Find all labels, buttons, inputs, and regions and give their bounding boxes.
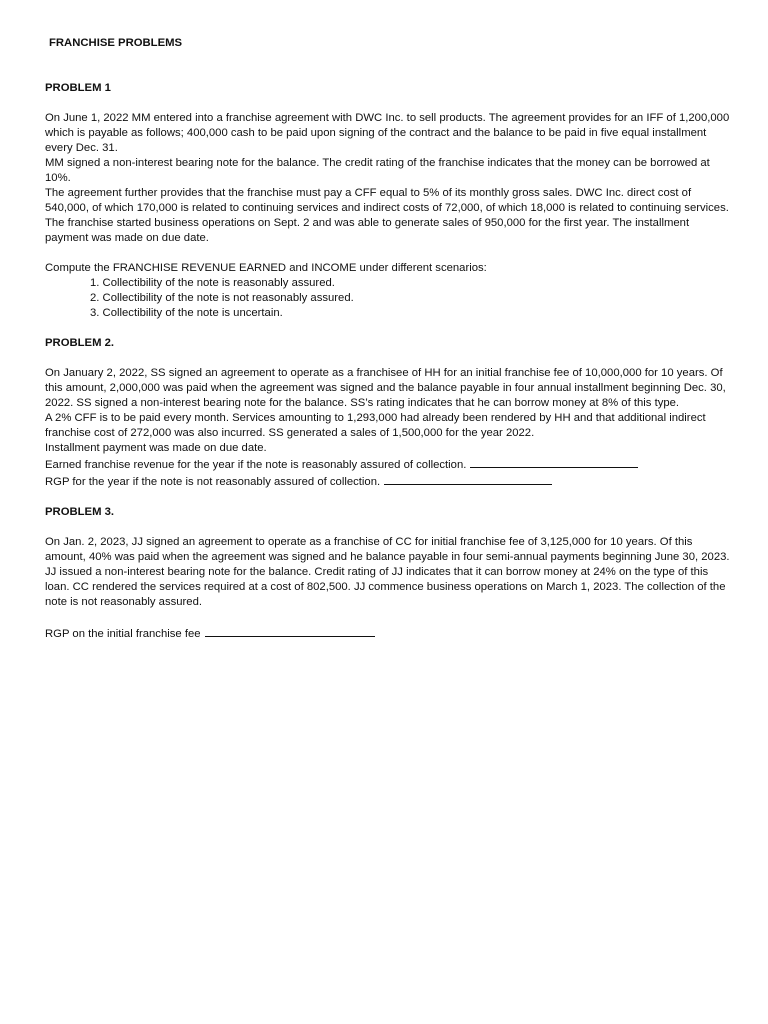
- problem-1-paragraph: On June 1, 2022 MM entered into a franchise agreement with DWC Inc. to sell products. The agreement provides for an IFF of 1,200,000 which is payable as follows; 400,000 cash to be paid upon signing of the contract and the balance to be paid in five equal installment every Dec. 31.: [45, 112, 730, 154]
- problem-2-heading: PROBLEM 2.: [45, 337, 115, 349]
- problem-1-paragraph: MM signed a non-interest bearing note for the balance. The credit rating of the franchise indicates that the money can be borrowed at 10%.: [45, 157, 710, 184]
- scenario-item: 2. Collectibility of the note is not reasonably assured.: [90, 292, 354, 304]
- document-title: FRANCHISE PROBLEMS: [49, 37, 183, 49]
- problem-2-question-1: Earned franchise revenue for the year if the note is reasonably assured of collection.: [45, 459, 467, 471]
- scenario-list: [45, 276, 730, 321]
- answer-blank[interactable]: [384, 473, 552, 485]
- problem-1-heading: PROBLEM 1: [45, 82, 111, 94]
- problem-3-body: [45, 535, 730, 610]
- scenario-item: 1. Collectibility of the note is reasonably assured.: [90, 277, 335, 289]
- problem-1-section: [45, 81, 730, 321]
- problem-2-paragraph: Installment payment was made on due date.: [45, 442, 267, 454]
- problem-2-body: [45, 366, 730, 490]
- problem-1-paragraph: The franchise started business operations on Sept. 2 and was able to generate sales of 950,000 for the first year. The installment payment was made on due date.: [45, 217, 690, 244]
- answer-blank[interactable]: [205, 625, 375, 637]
- problem-2-section: [45, 336, 730, 490]
- problem-1-paragraph: The agreement further provides that the franchise must pay a CFF equal to 5% of its monthly gross sales. DWC Inc. direct cost of 540,000, of which 170,000 is related to continuing services and indirect costs of 72,000, of which 18,000 is related to continuing services.: [45, 187, 729, 214]
- problem-1-body: [45, 111, 730, 246]
- problem-3-paragraph: On Jan. 2, 2023, JJ signed an agreement to operate as a franchise of CC for initial franchise fee of 3,125,000 for 10 years. Of this amount, 40% was paid when the agreement was signed and he balance payable in four semi-annual payments beginning June 30, 2023. JJ issued a non-interest bearing note for the balance. Credit rating of JJ indicates that it can borrow money at 24% on the type of this loan. CC rendered the services required at a cost of 802,500. JJ commence business operations on March 1, 2023. The collection of the note is not reasonably assured.: [45, 536, 730, 608]
- problem-1-question-block: [45, 261, 730, 321]
- problem-3-heading: PROBLEM 3.: [45, 506, 115, 518]
- problem-2-paragraph: A 2% CFF is to be paid every month. Services amounting to 1,293,000 had already been rendered by HH and that additional indirect franchise cost of 272,000 was also incurred. SS generated a sales of 1,500,000 for the year 2022.: [45, 412, 706, 439]
- problem-2-question-2-row: [45, 473, 730, 490]
- problem-2-paragraph: On January 2, 2022, SS signed an agreement to operate as a franchisee of HH for an initial franchise fee of 10,000,000 for 10 years. Of this amount, 2,000,000 was paid when the agreement was signed and the balance payable in four annual installment beginning Dec. 30, 2022. SS signed a non-interest bearing note for the balance. SS’s rating indicates that he can borrow money at 8% of this type.: [45, 367, 726, 409]
- problem-3-section: [45, 505, 730, 642]
- document-page: [45, 36, 730, 642]
- answer-blank[interactable]: [470, 456, 638, 468]
- problem-2-question-2: RGP for the year if the note is not reasonably assured of collection.: [45, 476, 381, 488]
- problem-3-question: RGP on the initial franchise fee: [45, 628, 201, 640]
- problem-1-question: Compute the FRANCHISE REVENUE EARNED and INCOME under different scenarios:: [45, 262, 487, 274]
- problem-3-question-row: [45, 625, 730, 642]
- scenario-item: 3. Collectibility of the note is uncertain.: [90, 307, 283, 319]
- problem-2-question-1-row: [45, 456, 730, 473]
